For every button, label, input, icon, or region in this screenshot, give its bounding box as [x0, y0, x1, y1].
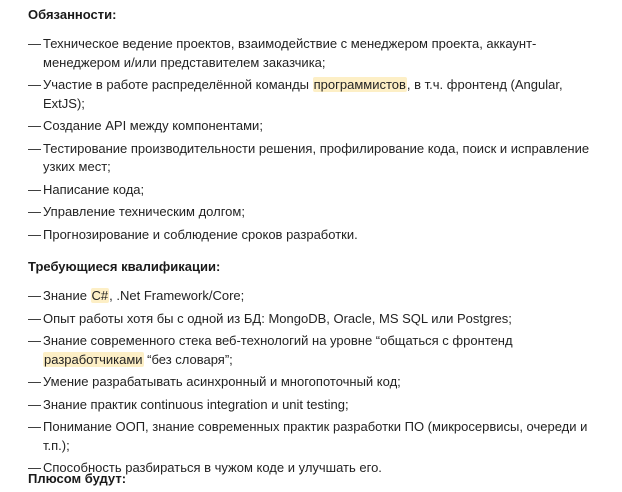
- dash-marker: —: [28, 374, 41, 389]
- article-content: [28, 6, 608, 492]
- dash-marker: —: [28, 77, 41, 92]
- item-text: Управление техническим долгом;: [43, 204, 245, 219]
- list-item: [28, 35, 608, 72]
- item-text: Опыт работы хотя бы с одной из БД: MongoDB, Oracle, MS SQL или Postgres;: [43, 310, 512, 326]
- dash-marker: —: [28, 181, 41, 197]
- item-text: Прогнозирование и соблюдение сроков разработки.: [43, 226, 358, 242]
- list-item: [28, 117, 608, 136]
- dash-marker: —: [28, 118, 41, 133]
- item-text: Умение разрабатывать асинхронный и многопоточный код;: [43, 374, 401, 389]
- item-text: Знание практик continuous integration и unit testing;: [43, 396, 349, 412]
- item-text: Участие в работе распределённой команды: [43, 77, 313, 92]
- highlighted-keyword: программистов: [313, 77, 406, 92]
- item-text: Понимание ООП, знание современных практик разработки ПО (микросервисы, очереди и т.п.);: [43, 419, 588, 453]
- highlighted-keyword: разработчиками: [44, 351, 143, 367]
- item-text: Способность разбираться в чужом коде и улучшать его.: [43, 460, 382, 475]
- dash-marker: —: [28, 396, 41, 412]
- dash-marker: —: [28, 226, 41, 242]
- dash-marker: —: [28, 333, 41, 348]
- dash-marker: —: [28, 419, 41, 434]
- item-text: , .Net Framework/Core;: [109, 288, 245, 303]
- item-text: Написание кода;: [43, 181, 145, 197]
- dash-marker: —: [28, 288, 41, 303]
- dash-marker: —: [28, 36, 41, 51]
- item-text: , в т.ч. фронтенд (Angular, ExtJS);: [43, 77, 563, 111]
- item-text: Техническое ведение проектов, взаимодействие с менеджером проекта, аккаунт-менеджером и/или представителем заказчика;: [43, 36, 537, 70]
- section-heading-qualifications: Требующиеся квалификации:: [28, 259, 221, 274]
- dash-marker: —: [28, 460, 41, 475]
- list-item: [28, 76, 608, 113]
- list-item: [28, 140, 608, 177]
- list-item: [28, 332, 608, 369]
- list-item: [28, 373, 608, 392]
- item-text: Создание API между компонентами;: [43, 118, 263, 133]
- item-text: Тестирование производительности решения, профилирование кода, поиск и исправление узких мест;: [43, 140, 590, 174]
- item-text: Знание: [43, 288, 91, 303]
- list-item: [28, 418, 608, 455]
- item-text: Знание современного стека веб-технологий на уровне “общаться с фронтенд: [43, 333, 513, 348]
- item-text: “без словаря”;: [143, 351, 233, 367]
- list-item: [28, 310, 608, 329]
- dash-marker: —: [28, 310, 41, 326]
- list-item: [28, 287, 608, 306]
- list-item: [28, 181, 608, 200]
- list-item: [28, 203, 608, 222]
- highlighted-keyword: C#: [91, 288, 109, 303]
- section-heading-cut-off: Плюсом будут:: [28, 471, 127, 486]
- list-item: [28, 396, 608, 415]
- responsibilities-list: [28, 35, 608, 244]
- qualifications-list: [28, 287, 608, 478]
- dash-marker: —: [28, 140, 41, 156]
- section-heading-responsibilities: Обязанности:: [28, 7, 117, 22]
- list-item: [28, 226, 608, 245]
- dash-marker: —: [28, 204, 41, 219]
